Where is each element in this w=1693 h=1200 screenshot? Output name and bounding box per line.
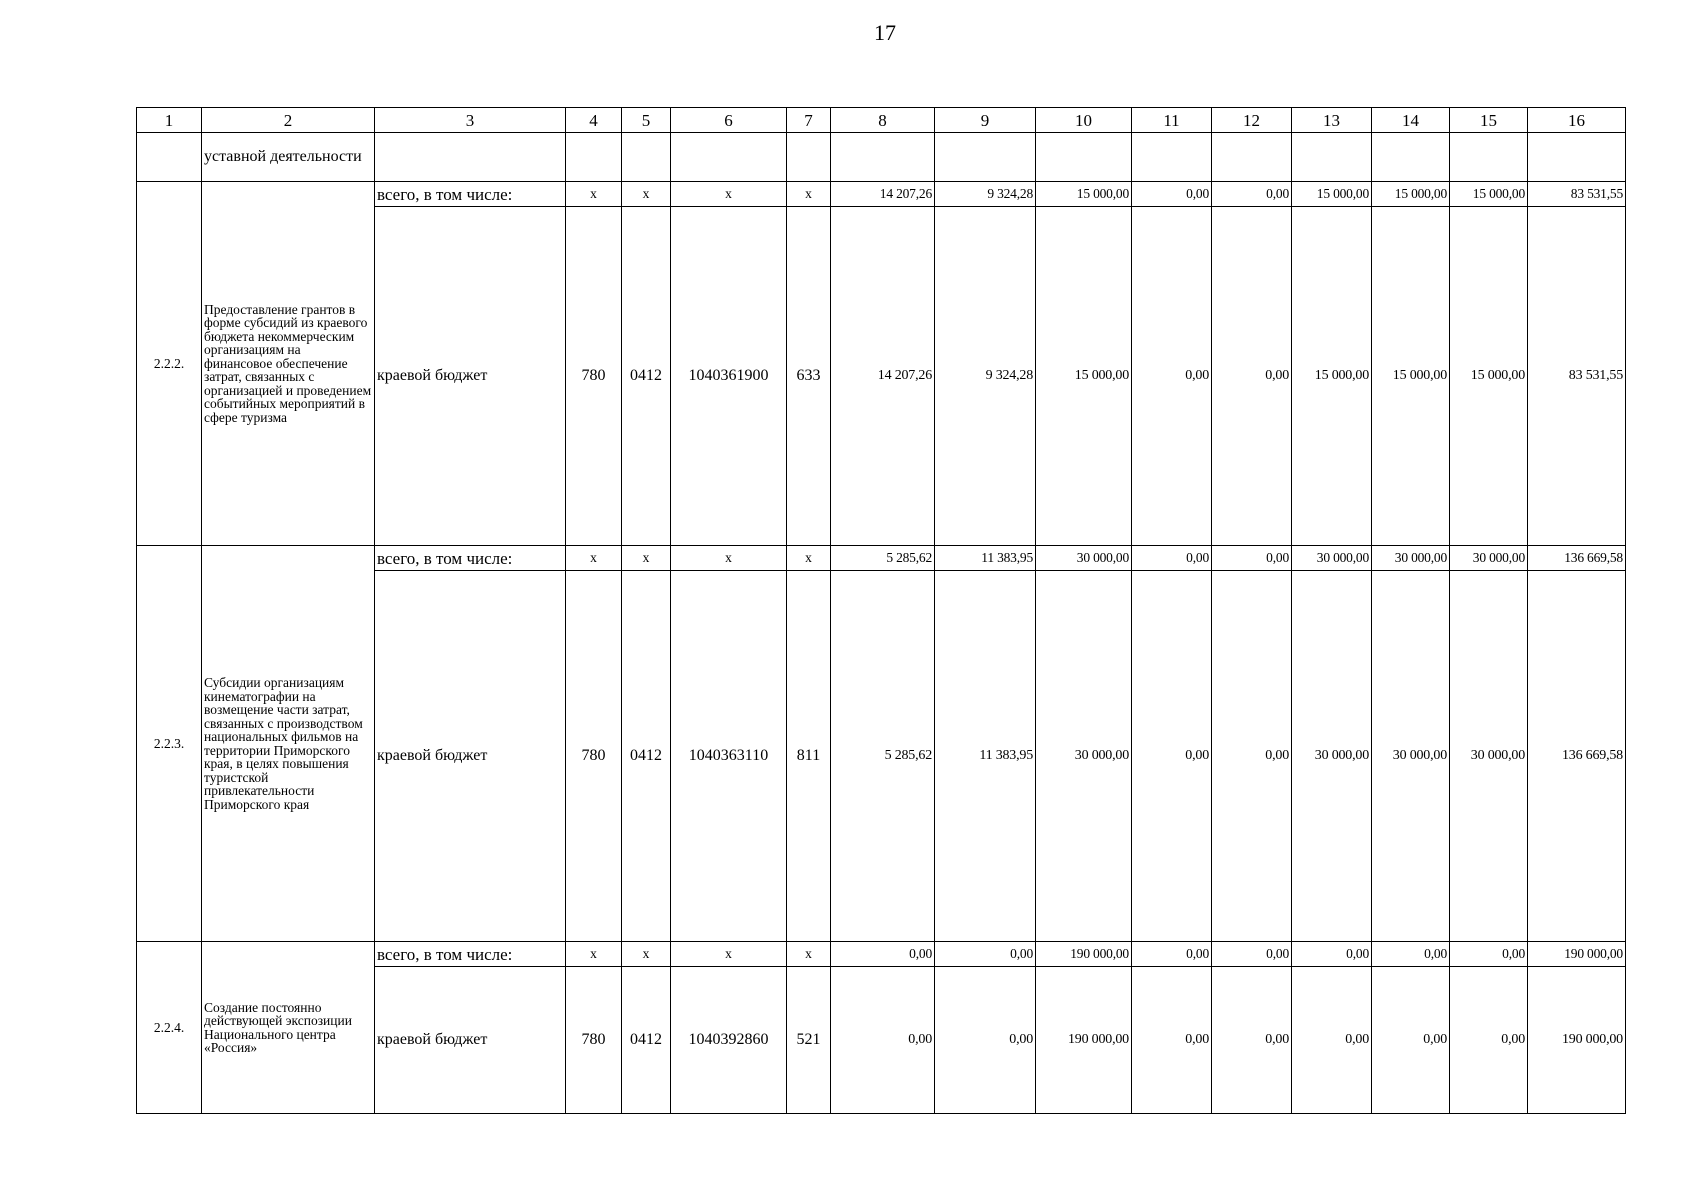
continuation-row [137,133,1626,182]
amount-cell: 5 285,62 [831,571,935,942]
amount-cell: 0,00 [1372,942,1450,967]
code-cell: 811 [787,571,831,942]
amount-cell: 5 285,62 [831,546,935,571]
cell-x: х [622,182,671,207]
amount-cell: 0,00 [1372,967,1450,1114]
amount-cell: 15 000,00 [1036,207,1132,546]
amount-cell: 0,00 [1292,967,1372,1114]
amount-cell: 0,00 [1212,546,1292,571]
amount-cell: 15 000,00 [1450,182,1528,207]
continuation-name: уставной деятельности [202,133,375,182]
empty-cell [375,133,566,182]
code-cell: 521 [787,967,831,1114]
cell-x: х [787,546,831,571]
code-cell: 0412 [622,967,671,1114]
source-label: краевой бюджет [375,207,566,546]
column-header: 6 [671,108,787,133]
column-header: 13 [1292,108,1372,133]
amount-cell: 0,00 [1212,942,1292,967]
table-row-total [137,942,1626,967]
column-header: 12 [1212,108,1292,133]
empty-cell [566,133,622,182]
source-label: краевой бюджет [375,571,566,942]
column-header: 1 [137,108,202,133]
empty-cell [787,133,831,182]
source-label: всего, в том числе: [375,942,566,967]
amount-cell: 190 000,00 [1528,967,1626,1114]
code-cell: 780 [566,967,622,1114]
code-cell: 1040363110 [671,571,787,942]
amount-cell: 11 383,95 [935,546,1036,571]
budget-table [136,107,1626,1114]
cell-x: х [566,546,622,571]
column-header: 15 [1450,108,1528,133]
amount-cell: 0,00 [831,942,935,967]
cell-x: х [787,942,831,967]
empty-cell [671,133,787,182]
column-header: 9 [935,108,1036,133]
empty-cell [935,133,1036,182]
column-header: 5 [622,108,671,133]
amount-cell: 30 000,00 [1036,546,1132,571]
cell-x: х [787,182,831,207]
source-label: всего, в том числе: [375,546,566,571]
amount-cell: 15 000,00 [1292,182,1372,207]
column-header: 7 [787,108,831,133]
row-id: 2.2.4. [137,942,202,1114]
amount-cell: 136 669,58 [1528,571,1626,942]
amount-cell: 190 000,00 [1036,967,1132,1114]
amount-cell: 11 383,95 [935,571,1036,942]
amount-cell: 0,00 [1132,546,1212,571]
amount-cell: 0,00 [1450,942,1528,967]
amount-cell: 0,00 [1450,967,1528,1114]
amount-cell: 0,00 [935,942,1036,967]
amount-cell: 30 000,00 [1372,546,1450,571]
column-header: 2 [202,108,375,133]
amount-cell: 30 000,00 [1450,571,1528,942]
cell-x: х [671,546,787,571]
table-row-total [137,546,1626,571]
row-id: 2.2.3. [137,546,202,942]
empty-cell [137,133,202,182]
empty-cell [622,133,671,182]
code-cell: 1040392860 [671,967,787,1114]
amount-cell: 136 669,58 [1528,546,1626,571]
amount-cell: 15 000,00 [1292,207,1372,546]
empty-cell [1372,133,1450,182]
amount-cell: 30 000,00 [1450,546,1528,571]
amount-cell: 190 000,00 [1528,942,1626,967]
cell-x: х [566,942,622,967]
amount-cell: 15 000,00 [1450,207,1528,546]
table-header-row [137,108,1626,133]
measure-name: Создание постоянно действующей экспозиции Национального центра «Россия» [202,942,375,1114]
measure-name: Субсидии организациям кинематографии на возмещение части затрат, связанных с производством национальных фильмов на территории Приморского края, в целях повышения туристской привлекательности Приморского края [202,546,375,942]
amount-cell: 15 000,00 [1036,182,1132,207]
amount-cell: 0,00 [935,967,1036,1114]
amount-cell: 14 207,26 [831,182,935,207]
amount-cell: 190 000,00 [1036,942,1132,967]
cell-x: х [622,942,671,967]
code-cell: 780 [566,571,622,942]
amount-cell: 30 000,00 [1036,571,1132,942]
amount-cell: 9 324,28 [935,207,1036,546]
amount-cell: 0,00 [1132,967,1212,1114]
page-number: 17 [874,20,896,45]
column-header: 3 [375,108,566,133]
measure-name: Предоставление грантов в форме субсидий из краевого бюджета некоммерческим организациям на финансовое обеспечение затрат, связанных с организацией и проведением событийных мероприятий в сфере туризма [202,182,375,546]
amount-cell: 83 531,55 [1528,182,1626,207]
amount-cell: 0,00 [1212,182,1292,207]
column-header: 11 [1132,108,1212,133]
amount-cell: 15 000,00 [1372,182,1450,207]
amount-cell: 30 000,00 [1292,571,1372,942]
column-header: 14 [1372,108,1450,133]
amount-cell: 0,00 [1212,967,1292,1114]
amount-cell: 0,00 [831,967,935,1114]
cell-x: х [671,942,787,967]
empty-cell [1292,133,1372,182]
source-label: всего, в том числе: [375,182,566,207]
empty-cell [1450,133,1528,182]
table-row-total [137,182,1626,207]
amount-cell: 0,00 [1132,207,1212,546]
cell-x: х [671,182,787,207]
amount-cell: 30 000,00 [1292,546,1372,571]
empty-cell [1212,133,1292,182]
amount-cell: 0,00 [1212,571,1292,942]
amount-cell: 0,00 [1212,207,1292,546]
column-header: 4 [566,108,622,133]
amount-cell: 30 000,00 [1372,571,1450,942]
amount-cell: 0,00 [1132,942,1212,967]
column-header: 10 [1036,108,1132,133]
code-cell: 0412 [622,571,671,942]
cell-x: х [566,182,622,207]
column-header: 16 [1528,108,1626,133]
column-header: 8 [831,108,935,133]
amount-cell: 83 531,55 [1528,207,1626,546]
empty-cell [1528,133,1626,182]
empty-cell [831,133,935,182]
empty-cell [1132,133,1212,182]
amount-cell: 0,00 [1292,942,1372,967]
empty-cell [1036,133,1132,182]
source-label: краевой бюджет [375,967,566,1114]
amount-cell: 14 207,26 [831,207,935,546]
cell-x: х [622,546,671,571]
amount-cell: 15 000,00 [1372,207,1450,546]
amount-cell: 0,00 [1132,571,1212,942]
code-cell: 0412 [622,207,671,546]
code-cell: 633 [787,207,831,546]
code-cell: 780 [566,207,622,546]
amount-cell: 9 324,28 [935,182,1036,207]
row-id: 2.2.2. [137,182,202,546]
amount-cell: 0,00 [1132,182,1212,207]
code-cell: 1040361900 [671,207,787,546]
